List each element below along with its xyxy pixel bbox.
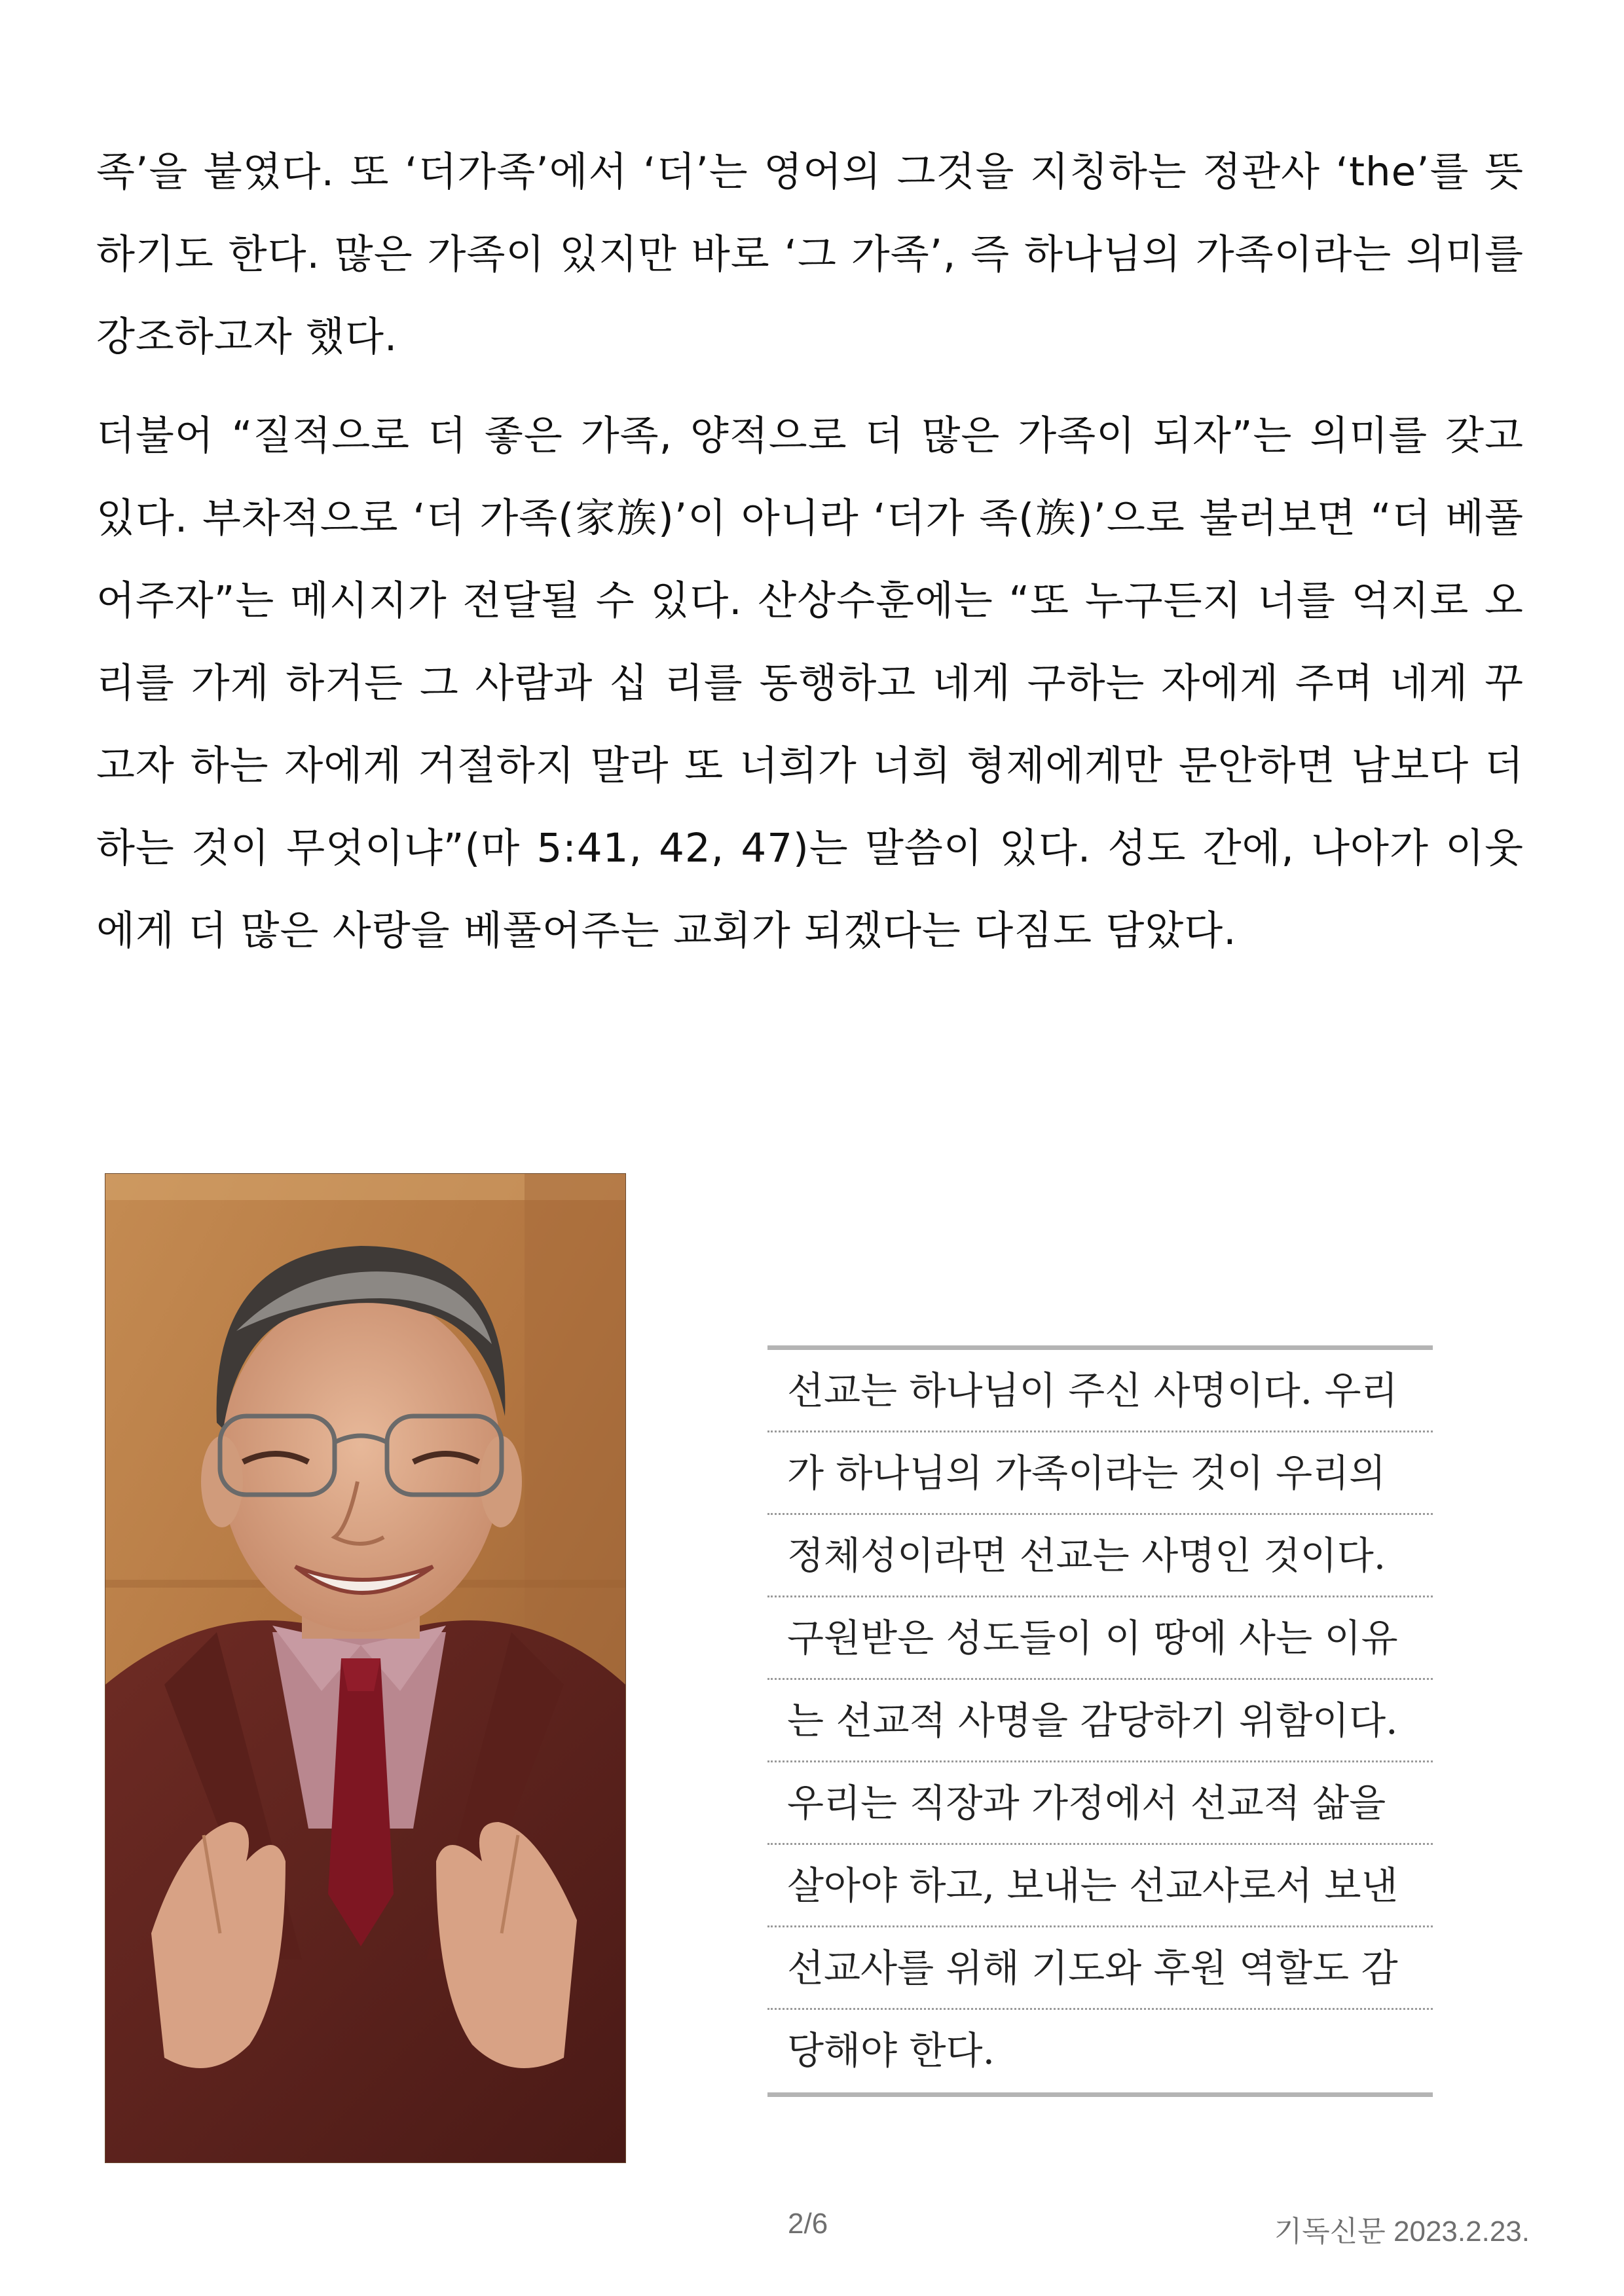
portrait-photo bbox=[105, 1173, 626, 2163]
pull-quote-line: 정체성이라면 선교는 사명인 것이다. bbox=[767, 1515, 1433, 1597]
pull-quote-line: 는 선교적 사명을 감당하기 위함이다. bbox=[767, 1680, 1433, 1762]
pull-quote-line: 가 하나님의 가족이라는 것이 우리의 bbox=[767, 1432, 1433, 1515]
pull-quote-line: 살아야 하고, 보내는 선교사로서 보낸 bbox=[767, 1845, 1433, 1927]
pull-quote-line: 선교사를 위해 기도와 후원 역할도 감 bbox=[767, 1927, 1433, 2010]
source-credit: 기독신문 2023.2.23. bbox=[1274, 2215, 1530, 2248]
pull-quote-line: 구원받은 성도들이 이 땅에 사는 이유 bbox=[767, 1597, 1433, 1680]
pull-quote bbox=[767, 1345, 1433, 2097]
pull-quote-line: 당해야 한다. bbox=[787, 2028, 995, 2073]
pull-quote-line: 우리는 직장과 가정에서 선교적 삶을 bbox=[767, 1762, 1433, 1845]
page-number: 2/6 bbox=[788, 2208, 828, 2240]
article-paragraph: 족’을 붙였다. 또 ‘더가족’에서 ‘더’는 영어의 그것을 지칭하는 정관사 ‘the’를 뜻하기도 한다. 많은 가족이 있지만 바로 ‘그 가족’, 즉 하나님의 가족이라는 의미를 강조하고자 했다. bbox=[96, 149, 1524, 360]
pull-quote-line: 선교는 하나님이 주신 사명이다. 우리 bbox=[767, 1350, 1433, 1432]
article-paragraph: 더불어 “질적으로 더 좋은 가족, 양적으로 더 많은 가족이 되자”는 의미를 갖고 있다. 부차적으로 ‘더 가족(家族)’이 아니라 ‘더가 족(族)’으로 불러보면 “더 베풀어주자”는 메시지가 전달될 수 있다. 산상수훈에는 “또 누구든지 너를 억지로 오 리를 가게 하거든 그 사람과 십 리를 동행하고 네게 구하는 자에게 주며 네게 꾸고자 하는 자에게 거절하지 말라 또 너희가 너희 형제에게만 문안하면 남보다 더 하는 것이 무엇이냐”(마 5:41, 42, 47)는 말씀이 있다. 성도 간에, 나아가 이웃에게 더 많은 사랑을 베풀어주는 교회가 되겠다는 다짐도 담았다. bbox=[96, 412, 1524, 954]
